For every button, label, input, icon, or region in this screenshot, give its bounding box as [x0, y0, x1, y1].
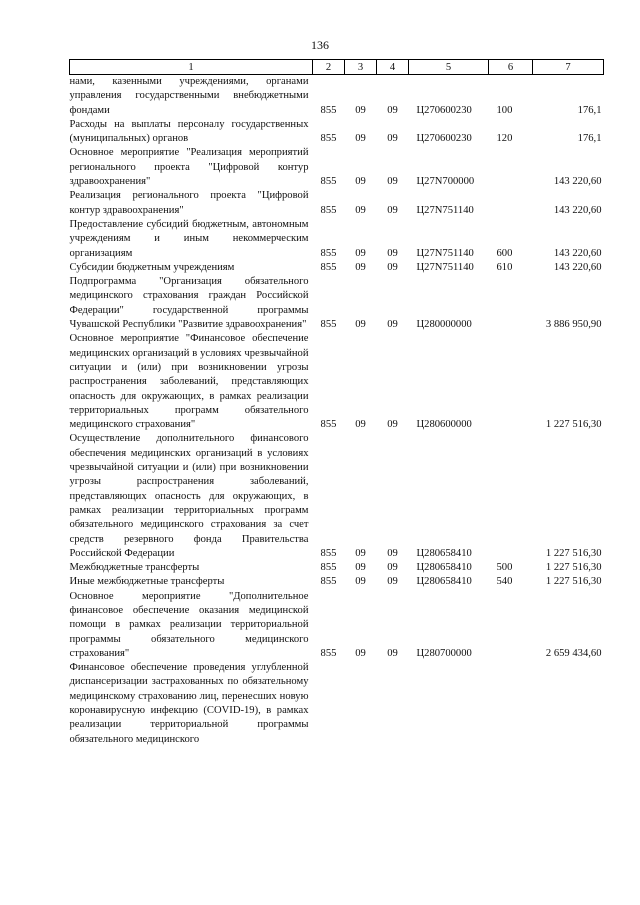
- page-number: 136: [311, 38, 329, 52]
- row-amount: 1 227 516,30: [545, 576, 602, 588]
- row-target-article: Ц27N751140: [416, 204, 474, 216]
- row-target-article: Ц27N751140: [416, 261, 474, 273]
- row-ministry-code: 855: [320, 576, 337, 588]
- row-ministry-code: 855: [320, 419, 337, 431]
- row-target-article: Ц280600000: [416, 419, 472, 431]
- column-header: 1: [70, 60, 313, 75]
- table-row: [70, 189, 604, 218]
- column-header: 3: [345, 60, 377, 75]
- row-expense-type: [489, 332, 533, 432]
- row-amount: 143 220,60: [553, 247, 602, 259]
- column-header: 6: [489, 60, 533, 75]
- row-expense-type: 540: [496, 576, 513, 588]
- row-target-article: Ц280658410: [416, 562, 472, 574]
- row-subsection-code: 09: [387, 576, 398, 588]
- row-subsection-code: [377, 661, 409, 747]
- row-ministry-code: 855: [320, 562, 337, 574]
- row-subsection-code: 09: [387, 261, 398, 273]
- row-amount: 3 886 950,90: [545, 319, 602, 331]
- row-target-article: Ц27N751140: [416, 247, 474, 259]
- row-ministry-code: 855: [320, 647, 337, 659]
- table-row: [70, 218, 604, 261]
- row-expense-type: 100: [496, 104, 513, 116]
- table-header: [70, 60, 604, 75]
- row-expense-type: 120: [496, 133, 513, 145]
- row-subsection-code: 09: [387, 247, 398, 259]
- row-ministry-code: 855: [320, 176, 337, 188]
- row-section-code: 09: [355, 562, 366, 574]
- row-amount: 1 227 516,30: [545, 562, 602, 574]
- row-amount: 143 220,60: [553, 204, 602, 216]
- row-subsection-code: 09: [387, 176, 398, 188]
- row-subsection-code: 09: [387, 204, 398, 216]
- table-row: [70, 275, 604, 332]
- row-section-code: 09: [355, 576, 366, 588]
- row-ministry-code: 855: [320, 104, 337, 116]
- row-section-code: 09: [355, 647, 366, 659]
- row-target-article: Ц280658410: [416, 547, 472, 559]
- row-expense-type: [489, 189, 533, 218]
- row-description: Основное мероприятие "Финансовое обеспечение медицинских организаций в условиях чрезвычайной ситуации и (или) при возникновении угрозы распространения заболеваний, представляющих опасность для окружающих, в рамках реализации территориальных программ обязательного медицинского страхования": [69, 333, 309, 431]
- row-section-code: 09: [355, 204, 366, 216]
- row-ministry-code: 855: [320, 204, 337, 216]
- row-subsection-code: 09: [387, 562, 398, 574]
- row-target-article: Ц270600230: [416, 133, 472, 145]
- row-description: Основное мероприятие "Реализация мероприятий регионального проекта "Цифровой контур здравоохранения": [69, 147, 309, 188]
- row-section-code: 09: [355, 176, 366, 188]
- table-row: [70, 75, 604, 118]
- row-description: Реализация регионального проекта "Цифровой контур здравоохранения": [69, 190, 309, 216]
- budget-table: [69, 59, 604, 747]
- row-description: Осуществление дополнительного финансового обеспечения медицинских организаций в условиях чрезвычайной ситуации и (или) при возникновении угрозы распространения заболеваний, представляющих опасность для окружающих, в рамках реализации территориальных программ обязательного медицинского страхования за счет средств резервного фонда Правительства Российской Федерации: [69, 433, 309, 559]
- row-subsection-code: 09: [387, 547, 398, 559]
- table-body: [70, 75, 604, 747]
- row-section-code: 09: [355, 104, 366, 116]
- row-description: Расходы на выплаты персоналу государственных (муниципальных) органов: [69, 118, 309, 145]
- table-row: [70, 561, 604, 575]
- row-amount: 1 227 516,30: [545, 419, 602, 431]
- table-row: [70, 590, 604, 661]
- row-amount: 2 659 434,60: [545, 647, 602, 659]
- row-ministry-code: 855: [320, 247, 337, 259]
- row-target-article: Ц280658410: [416, 576, 472, 588]
- row-expense-type: [489, 432, 533, 561]
- row-section-code: 09: [355, 247, 366, 259]
- row-amount: 1 227 516,30: [545, 547, 602, 559]
- column-header: 7: [533, 60, 604, 75]
- row-target-article: Ц27N700000: [416, 176, 475, 188]
- row-ministry-code: 855: [320, 261, 337, 273]
- table-row: [70, 432, 604, 561]
- row-amount: 176,1: [577, 104, 602, 116]
- row-target-article: Ц280700000: [416, 647, 472, 659]
- table-row: [70, 118, 604, 147]
- row-target-article: [409, 661, 489, 747]
- row-section-code: [345, 661, 377, 747]
- table-row: [70, 146, 604, 189]
- table-row: [70, 661, 604, 747]
- column-header: 2: [313, 60, 345, 75]
- row-description: нами, казенными учреждениями, органами управления государственными внебюджетными фондами: [69, 76, 309, 116]
- row-target-article: Ц270600230: [416, 104, 472, 116]
- row-expense-type: [489, 661, 533, 747]
- row-subsection-code: 09: [387, 419, 398, 431]
- row-section-code: 09: [355, 261, 366, 273]
- row-amount: [533, 661, 604, 747]
- row-amount: 143 220,60: [553, 176, 602, 188]
- table-row: [70, 332, 604, 432]
- table-row: [70, 575, 604, 589]
- table-row: [70, 261, 604, 275]
- row-target-article: Ц280000000: [416, 319, 472, 331]
- row-section-code: 09: [355, 547, 366, 559]
- row-expense-type: [489, 146, 533, 189]
- row-description: Межбюджетные трансферты: [69, 562, 200, 574]
- row-description: Основное мероприятие "Дополнительное финансовое обеспечение оказания медицинской помощи в рамках реализации территориальной программы обязательного медицинского страхования": [69, 590, 309, 659]
- row-expense-type: 600: [496, 247, 513, 259]
- row-description: Подпрограмма "Организация обязательного медицинского страхования граждан Российской Федерации" государственной программы Чувашской Республики "Развитие здравоохранения": [69, 276, 309, 331]
- row-subsection-code: 09: [387, 319, 398, 331]
- row-ministry-code: 855: [320, 133, 337, 145]
- row-expense-type: [489, 275, 533, 332]
- row-description: Предоставление субсидий бюджетным, автономным учреждениям и иным некоммерческим организациям: [69, 218, 309, 259]
- row-subsection-code: 09: [387, 104, 398, 116]
- row-section-code: 09: [355, 133, 366, 145]
- row-description: Иные межбюджетные трансферты: [69, 576, 225, 588]
- row-subsection-code: 09: [387, 133, 398, 145]
- row-section-code: 09: [355, 419, 366, 431]
- row-description: Субсидии бюджетным учреждениям: [69, 261, 235, 273]
- row-description: Финансовое обеспечение проведения углубленной диспансеризации застрахованных по обязательному медицинскому страхованию лиц, перенесших новую коронавирусную инфекцию (COVID-19), в рамках реализации территориальной программы обязательного медицинского: [69, 662, 309, 745]
- row-subsection-code: 09: [387, 647, 398, 659]
- row-ministry-code: 855: [320, 547, 337, 559]
- column-header: 4: [377, 60, 409, 75]
- row-expense-type: [489, 590, 533, 661]
- row-expense-type: 500: [496, 562, 513, 574]
- row-ministry-code: 855: [320, 319, 337, 331]
- row-amount: 143 220,60: [553, 261, 602, 273]
- row-ministry-code: [313, 661, 345, 747]
- column-header: 5: [409, 60, 489, 75]
- row-amount: 176,1: [577, 133, 602, 145]
- row-expense-type: 610: [496, 261, 513, 273]
- row-section-code: 09: [355, 319, 366, 331]
